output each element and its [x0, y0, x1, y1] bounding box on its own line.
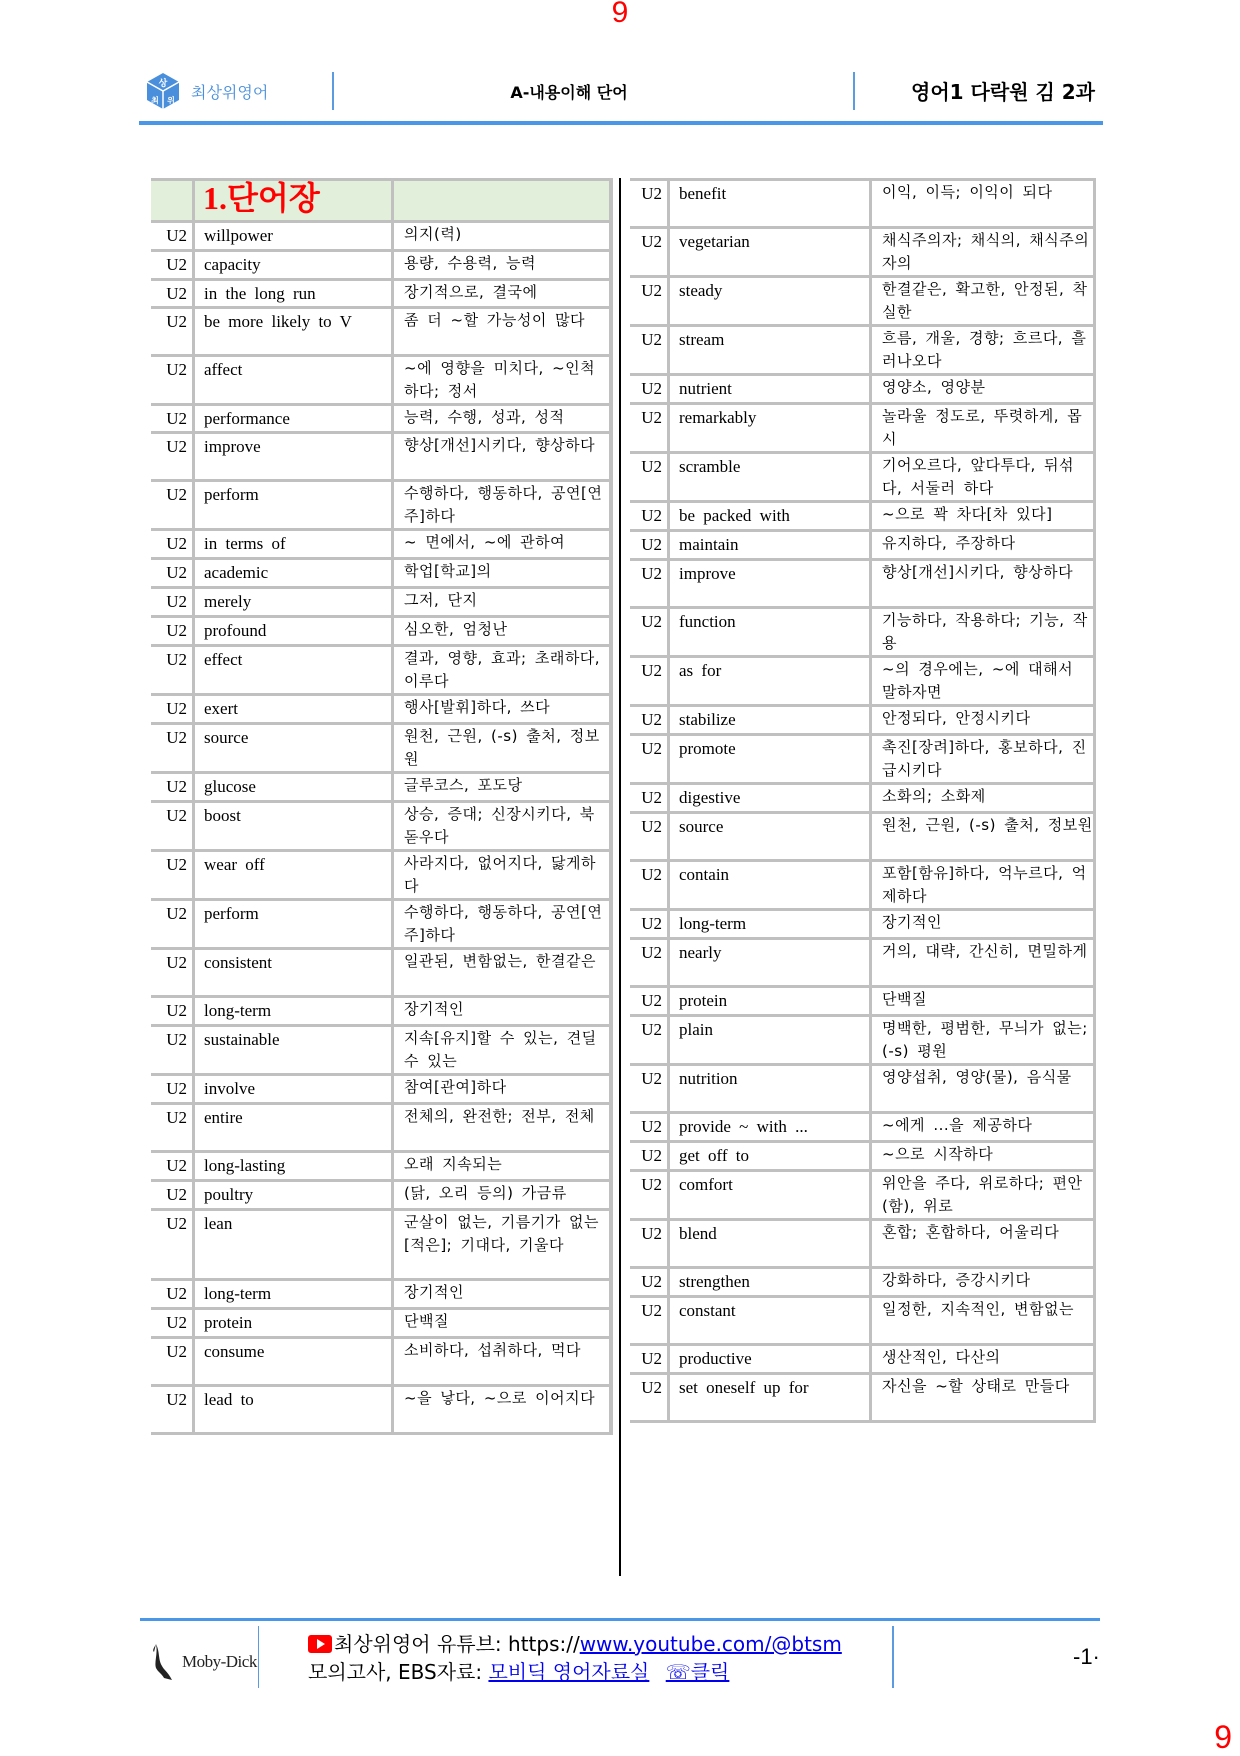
- meaning-cell: (닭, 오리 등의) 가금류: [393, 1181, 612, 1210]
- word-cell: long-lasting: [194, 1152, 393, 1181]
- materials-label: 모의고사, EBS자료:: [308, 1660, 489, 1684]
- word-cell: affect: [194, 356, 393, 405]
- unit-cell: U2: [630, 1345, 669, 1374]
- meaning-cell: 안정되다, 안정시키다: [871, 706, 1095, 735]
- word-cell: benefit: [669, 180, 871, 228]
- word-cell: function: [669, 608, 871, 657]
- unit-cell: U2: [151, 1280, 194, 1309]
- word-cell: contain: [669, 861, 871, 910]
- unit-cell: U2: [151, 222, 194, 251]
- unit-cell: U2: [630, 277, 669, 326]
- meaning-cell: 명백한, 평범한, 무늬가 없는; (-s) 평원: [871, 1016, 1095, 1065]
- table-row: [630, 1142, 1095, 1171]
- document-subject: A-내용이해 단어: [510, 83, 628, 102]
- table-row: [151, 1152, 611, 1181]
- unit-cell: U2: [630, 657, 669, 706]
- meaning-cell: ~의 경우에는, ~에 대해서 말하자면: [871, 657, 1095, 706]
- word-cell: source: [194, 724, 393, 773]
- unit-cell: U2: [151, 481, 194, 530]
- unit-cell: U2: [151, 1309, 194, 1338]
- table-row: [630, 939, 1095, 987]
- youtube-link[interactable]: www.youtube.com/@btsm: [579, 1632, 842, 1656]
- unit-cell: U2: [151, 405, 194, 433]
- word-cell: be packed with: [669, 502, 871, 531]
- meaning-cell: 학업[학교]의: [393, 559, 612, 588]
- unit-cell: U2: [151, 802, 194, 851]
- word-cell: poultry: [194, 1181, 393, 1210]
- unit-cell: U2: [151, 695, 194, 724]
- word-cell: stabilize: [669, 706, 871, 735]
- unit-cell: U2: [151, 724, 194, 773]
- unit-cell: U2: [630, 531, 669, 560]
- table-row: [630, 1268, 1095, 1297]
- word-cell: willpower: [194, 222, 393, 251]
- word-cell: consistent: [194, 949, 393, 997]
- table-row: [630, 1374, 1095, 1422]
- meaning-cell: 원천, 근원, (-s) 출처, 정보원: [393, 724, 612, 773]
- unit-cell: U2: [630, 1268, 669, 1297]
- word-cell: profound: [194, 617, 393, 646]
- table-row: [630, 1345, 1095, 1374]
- meaning-cell: 유지하다, 주장하다: [871, 531, 1095, 560]
- meaning-cell: 생산적인, 다산의: [871, 1345, 1095, 1374]
- unit-cell: U2: [630, 1065, 669, 1113]
- table-row: [151, 949, 611, 997]
- word-cell: constant: [669, 1297, 871, 1345]
- table-title-row: [151, 180, 611, 222]
- table-row: [151, 646, 611, 695]
- meaning-cell: 촉진[장려]하다, 홍보하다, 진급시키다: [871, 735, 1095, 784]
- unit-cell: U2: [630, 228, 669, 277]
- unit-cell: U2: [151, 617, 194, 646]
- table-row: [630, 1171, 1095, 1220]
- word-cell: plain: [669, 1016, 871, 1065]
- svg-text:상: 상: [158, 79, 168, 89]
- table-row: [630, 784, 1095, 813]
- meaning-cell: 수행하다, 행동하다, 공연[연주]하다: [393, 900, 612, 949]
- unit-cell: U2: [630, 861, 669, 910]
- word-cell: glucose: [194, 773, 393, 802]
- lesson-title: 영어1 다락원 김 2과: [911, 80, 1095, 104]
- meaning-cell: 의지(력): [393, 222, 612, 251]
- unit-cell: U2: [151, 997, 194, 1026]
- meaning-cell: 장기적인: [393, 997, 612, 1026]
- table-row: [151, 481, 611, 530]
- unit-cell: U2: [151, 1210, 194, 1280]
- meaning-cell: 행사[발휘]하다, 쓰다: [393, 695, 612, 724]
- unit-cell: U2: [151, 1026, 194, 1075]
- unit-cell: U2: [151, 1152, 194, 1181]
- meaning-cell: 군살이 없는, 기름기가 없는[적은]; 기대다, 기울다: [393, 1210, 612, 1280]
- table-row: [151, 1386, 611, 1434]
- unit-cell: U2: [630, 502, 669, 531]
- word-cell: capacity: [194, 251, 393, 280]
- meaning-cell: 혼합; 혼합하다, 어울리다: [871, 1220, 1095, 1268]
- footer-logo: [152, 1642, 257, 1682]
- unit-cell: U2: [151, 251, 194, 280]
- svg-text:위: 위: [167, 96, 175, 105]
- word-cell: lead to: [194, 1386, 393, 1434]
- unit-cell: U2: [630, 706, 669, 735]
- table-row: [630, 706, 1095, 735]
- word-cell: nearly: [669, 939, 871, 987]
- word-cell: lean: [194, 1210, 393, 1280]
- table-row: [630, 228, 1095, 277]
- footer-separator: [258, 1626, 259, 1688]
- word-cell: source: [669, 813, 871, 861]
- meaning-cell: 놀라울 정도로, 뚜렷하게, 몹시: [871, 404, 1095, 453]
- unit-cell: U2: [151, 1181, 194, 1210]
- table-row: [151, 559, 611, 588]
- meaning-cell: ~으로 꽉 차다[차 있다]: [871, 502, 1095, 531]
- meaning-cell: ~에게 ...을 제공하다: [871, 1113, 1095, 1142]
- footer-links: [308, 1630, 842, 1686]
- meaning-cell: 향상[개선]시키다, 향상하다: [393, 433, 612, 481]
- meaning-cell: 포함[함유]하다, 억누르다, 억제하다: [871, 861, 1095, 910]
- table-row: [151, 1026, 611, 1075]
- meaning-cell: 상승, 증대; 신장시키다, 북돋우다: [393, 802, 612, 851]
- header-rule: [139, 121, 1103, 125]
- unit-cell: U2: [151, 851, 194, 900]
- table-row: [151, 617, 611, 646]
- word-cell: performance: [194, 405, 393, 433]
- word-cell: vegetarian: [669, 228, 871, 277]
- meaning-cell: 그저, 단지: [393, 588, 612, 617]
- table-row: [630, 657, 1095, 706]
- meaning-cell: 능력, 수행, 성과, 성적: [393, 405, 612, 433]
- meaning-cell: 수행하다, 행동하다, 공연[연주]하다: [393, 481, 612, 530]
- youtube-line: [308, 1630, 842, 1658]
- table-row: [151, 308, 611, 356]
- word-cell: steady: [669, 277, 871, 326]
- unit-cell: U2: [151, 308, 194, 356]
- unit-cell: U2: [630, 735, 669, 784]
- word-cell: nutrition: [669, 1065, 871, 1113]
- word-cell: blend: [669, 1220, 871, 1268]
- word-cell: be more likely to V: [194, 308, 393, 356]
- word-cell: scramble: [669, 453, 871, 502]
- section-title: 1.단어장: [203, 180, 320, 216]
- word-cell: exert: [194, 695, 393, 724]
- table-row: [151, 222, 611, 251]
- meaning-cell: 심오한, 엄청난: [393, 617, 612, 646]
- meaning-cell: 자신을 ~할 상태로 만들다: [871, 1374, 1095, 1422]
- unit-cell: U2: [630, 939, 669, 987]
- vocab-table-left: [151, 178, 613, 1435]
- word-cell: long-term: [669, 910, 871, 939]
- meaning-cell: 영양섭취, 영양(물), 음식물: [871, 1065, 1095, 1113]
- word-cell: get off to: [669, 1142, 871, 1171]
- meaning-cell: ~을 낳다, ~으로 이어지다: [393, 1386, 612, 1434]
- table-row: [630, 1297, 1095, 1345]
- header-separator: [853, 72, 855, 110]
- meaning-cell: 한결같은, 확고한, 안정된, 착실한: [871, 277, 1095, 326]
- unit-cell: U2: [151, 530, 194, 559]
- meaning-cell: 소화의; 소화제: [871, 784, 1095, 813]
- table-row: [630, 735, 1095, 784]
- unit-cell: U2: [630, 180, 669, 228]
- table-row: [151, 1338, 611, 1386]
- unit-cell: U2: [630, 1220, 669, 1268]
- meaning-cell: 거의, 대략, 간신히, 면밀하게: [871, 939, 1095, 987]
- meaning-cell: 일정한, 지속적인, 변함없는: [871, 1297, 1095, 1345]
- unit-cell: U2: [630, 987, 669, 1016]
- unit-cell: U2: [630, 375, 669, 404]
- unit-cell: U2: [630, 1113, 669, 1142]
- unit-cell: U2: [151, 949, 194, 997]
- table-row: [630, 453, 1095, 502]
- table-row: [630, 180, 1095, 228]
- unit-cell: U2: [151, 1075, 194, 1104]
- word-cell: improve: [669, 560, 871, 608]
- meaning-cell: 단백질: [871, 987, 1095, 1016]
- meaning-cell: ~에 영향을 미치다, ~인척하다; 정서: [393, 356, 612, 405]
- meaning-cell: 전체의, 완전한; 전부, 전체: [393, 1104, 612, 1152]
- unit-cell: U2: [630, 326, 669, 375]
- page-header: [139, 66, 1099, 126]
- word-cell: protein: [194, 1309, 393, 1338]
- word-cell: merely: [194, 588, 393, 617]
- word-cell: remarkably: [669, 404, 871, 453]
- word-cell: long-term: [194, 997, 393, 1026]
- unit-cell: U2: [630, 784, 669, 813]
- brand-logo: [145, 72, 268, 110]
- unit-cell: U2: [151, 559, 194, 588]
- word-cell: perform: [194, 481, 393, 530]
- word-cell: long-term: [194, 1280, 393, 1309]
- meaning-cell: 채식주의자; 채식의, 채식주의자의: [871, 228, 1095, 277]
- table-row: [630, 813, 1095, 861]
- word-cell: involve: [194, 1075, 393, 1104]
- table-row: [630, 404, 1095, 453]
- unit-cell: U2: [151, 1386, 194, 1434]
- unit-cell: U2: [151, 646, 194, 695]
- word-cell: entire: [194, 1104, 393, 1152]
- word-cell: promote: [669, 735, 871, 784]
- word-cell: academic: [194, 559, 393, 588]
- meaning-cell: ~으로 시작하다: [871, 1142, 1095, 1171]
- unit-cell: U2: [151, 900, 194, 949]
- table-row: [630, 1113, 1095, 1142]
- table-row: [151, 1280, 611, 1309]
- table-row: [630, 1220, 1095, 1268]
- word-cell: boost: [194, 802, 393, 851]
- meaning-cell: 영양소, 영양분: [871, 375, 1095, 404]
- meaning-cell: 좀 더 ~할 가능성이 많다: [393, 308, 612, 356]
- youtube-icon: [308, 1635, 332, 1653]
- word-cell: nutrient: [669, 375, 871, 404]
- vocab-table-right: [630, 178, 1096, 1423]
- meaning-cell: 흐름, 개울, 경향; 흐르다, 흘러나오다: [871, 326, 1095, 375]
- meaning-cell: 장기적인: [871, 910, 1095, 939]
- word-cell: strengthen: [669, 1268, 871, 1297]
- table-row: [630, 910, 1095, 939]
- unit-cell: U2: [630, 1171, 669, 1220]
- unit-cell: U2: [151, 1104, 194, 1152]
- table-row: [151, 724, 611, 773]
- materials-link[interactable]: 모비딕 영어자료실: [488, 1660, 650, 1684]
- table-row: [630, 1016, 1095, 1065]
- materials-line: [308, 1658, 842, 1686]
- meaning-cell: 오래 지속되는: [393, 1152, 612, 1181]
- word-cell: consume: [194, 1338, 393, 1386]
- svg-text:최: 최: [151, 96, 159, 105]
- meaning-cell: 사라지다, 없어지다, 닳게하다: [393, 851, 612, 900]
- unit-cell: U2: [630, 453, 669, 502]
- column-divider: [619, 178, 621, 1576]
- unit-cell: U2: [151, 356, 194, 405]
- table-row: [151, 433, 611, 481]
- word-cell: in terms of: [194, 530, 393, 559]
- meaning-cell: 지속[유지]할 수 있는, 견딜 수 있는: [393, 1026, 612, 1075]
- table-row: [151, 695, 611, 724]
- unit-cell: U2: [630, 910, 669, 939]
- unit-cell: U2: [630, 1297, 669, 1345]
- page-number-top: 9: [611, 0, 629, 29]
- header-separator: [332, 72, 334, 110]
- unit-cell: U2: [630, 813, 669, 861]
- table-row: [630, 277, 1095, 326]
- table-row: [151, 588, 611, 617]
- footer-logo-text: Moby-Dick: [182, 1652, 257, 1671]
- table-row: [630, 326, 1095, 375]
- table-row: [630, 1065, 1095, 1113]
- table-row: [630, 608, 1095, 657]
- word-cell: sustainable: [194, 1026, 393, 1075]
- meaning-cell: 용량, 수용력, 능력: [393, 251, 612, 280]
- word-cell: improve: [194, 433, 393, 481]
- table-row: [630, 560, 1095, 608]
- meaning-cell: 일관된, 변함없는, 한결같은: [393, 949, 612, 997]
- meaning-cell: 원천, 근원, (-s) 출처, 정보원: [871, 813, 1095, 861]
- unit-cell: U2: [151, 773, 194, 802]
- table-row: [630, 375, 1095, 404]
- meaning-cell: ~ 면에서, ~에 관하여: [393, 530, 612, 559]
- table-row: [151, 530, 611, 559]
- word-cell: protein: [669, 987, 871, 1016]
- cube-logo-icon: [145, 72, 181, 110]
- word-cell: digestive: [669, 784, 871, 813]
- unit-cell: U2: [630, 404, 669, 453]
- unit-cell: U2: [630, 560, 669, 608]
- table-row: [151, 280, 611, 308]
- table-row: [151, 802, 611, 851]
- unit-cell: U2: [151, 280, 194, 308]
- unit-cell: U2: [151, 588, 194, 617]
- table-row: [151, 405, 611, 433]
- meaning-cell: 위안을 주다, 위로하다; 편안(함), 위로: [871, 1171, 1095, 1220]
- meaning-cell: 결과, 영향, 효과; 초래하다, 이루다: [393, 646, 612, 695]
- whale-tail-icon: [152, 1642, 174, 1682]
- table-row: [630, 531, 1095, 560]
- unit-cell: U2: [630, 608, 669, 657]
- word-cell: in the long run: [194, 280, 393, 308]
- table-row: [151, 900, 611, 949]
- word-cell: maintain: [669, 531, 871, 560]
- meaning-cell: 장기적으로, 결국에: [393, 280, 612, 308]
- meaning-cell: 이익, 이득; 이익이 되다: [871, 180, 1095, 228]
- table-row: [630, 861, 1095, 910]
- table-row: [151, 997, 611, 1026]
- table-row: [151, 251, 611, 280]
- table-row: [151, 1210, 611, 1280]
- table-row: [151, 1181, 611, 1210]
- meaning-cell: 기능하다, 작용하다; 기능, 작용: [871, 608, 1095, 657]
- footer-rule: [140, 1618, 1100, 1621]
- footer-separator: [892, 1626, 894, 1688]
- meaning-cell: 강화하다, 증강시키다: [871, 1268, 1095, 1297]
- word-cell: provide ~ with ...: [669, 1113, 871, 1142]
- footer-page-number: -1·: [1073, 1644, 1100, 1669]
- unit-cell: U2: [630, 1142, 669, 1171]
- word-cell: stream: [669, 326, 871, 375]
- meaning-cell: 단백질: [393, 1309, 612, 1338]
- word-cell: wear off: [194, 851, 393, 900]
- unit-cell: U2: [151, 433, 194, 481]
- click-link[interactable]: ☏클릭: [665, 1660, 730, 1684]
- table-row: [151, 1309, 611, 1338]
- table-row: [151, 851, 611, 900]
- word-cell: perform: [194, 900, 393, 949]
- meaning-cell: 향상[개선]시키다, 향상하다: [871, 560, 1095, 608]
- table-row: [151, 356, 611, 405]
- youtube-label: 최상위영어 유튜브: https://: [334, 1632, 580, 1656]
- table-row: [151, 1075, 611, 1104]
- meaning-cell: 참여[관여]하다: [393, 1075, 612, 1104]
- unit-cell: U2: [630, 1016, 669, 1065]
- table-row: [630, 987, 1095, 1016]
- unit-cell: U2: [630, 1374, 669, 1422]
- word-cell: as for: [669, 657, 871, 706]
- table-row: [151, 773, 611, 802]
- word-cell: effect: [194, 646, 393, 695]
- meaning-cell: 소비하다, 섭취하다, 먹다: [393, 1338, 612, 1386]
- meaning-cell: 기어오르다, 앞다투다, 뒤섞다, 서둘러 하다: [871, 453, 1095, 502]
- brand-name: 최상위영어: [191, 82, 269, 102]
- page-number-corner: 9: [1214, 1719, 1232, 1755]
- word-cell: productive: [669, 1345, 871, 1374]
- word-cell: set oneself up for: [669, 1374, 871, 1422]
- unit-cell: U2: [151, 1338, 194, 1386]
- table-row: [151, 1104, 611, 1152]
- meaning-cell: 글루코스, 포도당: [393, 773, 612, 802]
- word-cell: comfort: [669, 1171, 871, 1220]
- meaning-cell: 장기적인: [393, 1280, 612, 1309]
- table-row: [630, 502, 1095, 531]
